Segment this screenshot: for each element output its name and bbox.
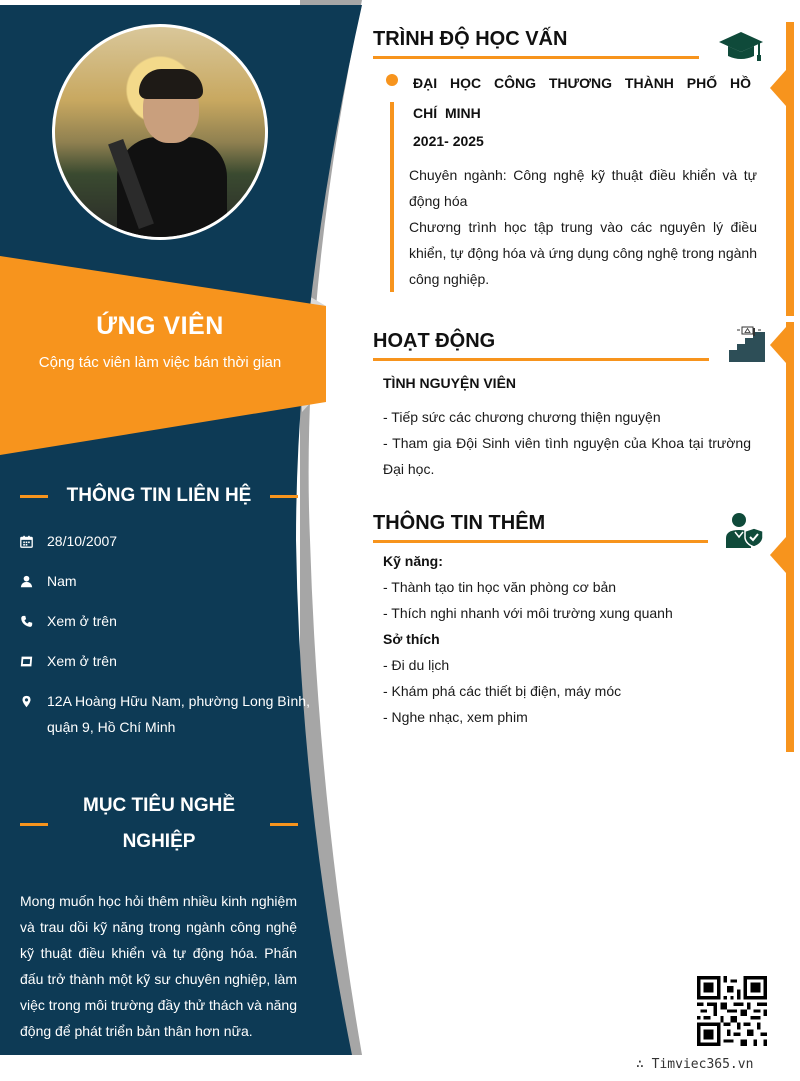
education-heading: TRÌNH ĐỘ HỌC VẤN [373, 26, 713, 59]
watermark: ∴ Timviec365.vn [636, 1057, 754, 1072]
activity-item: - Tiếp sức các chương chương thiện nguyện [383, 409, 661, 425]
hobby-item: - Đi du lịch [383, 657, 450, 673]
skill-item: - Thích nghi nhanh với môi trường xung quanh [383, 605, 673, 621]
contact-birthdate: 28/10/2007 [20, 528, 310, 554]
heading-underline [373, 358, 709, 361]
program-description: Chương trình học tập trung vào các nguyên lý điều khiển, tự động hóa và ứng dụng công nghệ trong ngành công nghiệp. [409, 219, 757, 287]
study-years: 2021- 2025 [413, 133, 484, 149]
heading-underline [373, 56, 699, 59]
location-icon [20, 688, 47, 714]
user-icon [20, 568, 47, 594]
education-description [409, 162, 757, 292]
heading-dash [20, 495, 48, 498]
contact-gender: Nam [20, 568, 310, 594]
contact-list [20, 528, 310, 754]
career-objective-text: Mong muốn học hỏi thêm nhiều kinh nghiệm và trau dồi kỹ năng trong ngành công nghệ kỹ thuật điều khiển và tự động hóa. Phấn đấu trở thành một kỹ sư chuyên nghiệp, làm việc trong môi trường đầy thử thách và năng động để phát triển bản thân hơn nữa. [20, 893, 297, 1039]
graduation-cap-icon [719, 30, 763, 64]
phone-icon [20, 608, 47, 634]
skills-label: Kỹ năng: [383, 553, 443, 569]
heading-dash [270, 823, 298, 826]
candidate-title: ỨNG VIÊN [96, 312, 224, 340]
hobby-item: - Nghe nhạc, xem phim [383, 709, 528, 725]
main-content [373, 0, 800, 1081]
timeline-dot [386, 74, 398, 86]
contact-email: Xem ở trên [20, 648, 310, 674]
heading-dash [20, 823, 48, 826]
contact-phone: Xem ở trên [20, 608, 310, 634]
stairs-flag-icon [727, 324, 767, 364]
extra-info-heading: THÔNG TIN THÊM [373, 510, 713, 543]
heading-dash [270, 495, 298, 498]
skill-item: - Thành tạo tin học văn phòng cơ bản [383, 579, 617, 595]
extra-info [383, 548, 751, 730]
sidebar [0, 0, 330, 1081]
activity-item: - Tham gia Đội Sinh viên tình nguyện của Khoa tại trường Đại học. [383, 435, 751, 477]
activity-list [383, 404, 751, 482]
user-shield-icon [725, 512, 765, 548]
objective-heading: MỤC TIÊU NGHỀ NGHIỆP [20, 788, 298, 860]
email-icon [20, 648, 47, 674]
calendar-icon [20, 528, 47, 554]
activities-heading: HOẠT ĐỘNG [373, 328, 713, 361]
major: Chuyên ngành: Công nghệ kỹ thuật điều khiển và tự động hóa [409, 167, 757, 209]
activity-role: TÌNH NGUYỆN VIÊN [383, 375, 517, 391]
contact-heading: THÔNG TIN LIÊN HỆ [20, 478, 298, 514]
school-name: ĐẠI HỌC CÔNG THƯƠNG THÀNH PHỐ HỒ CHÍ MINH [413, 75, 751, 121]
avatar [52, 24, 268, 240]
timeline-line [390, 102, 394, 292]
contact-address: 12A Hoàng Hữu Nam, phường Long Bình, quận 9, Hồ Chí Minh [20, 688, 310, 740]
hobbies-label: Sở thích [383, 631, 440, 647]
candidate-subtitle: Cộng tác viên làm việc bán thời gian [38, 354, 282, 371]
hobby-item: - Khám phá các thiết bị điện, máy móc [383, 683, 622, 699]
heading-underline [373, 540, 708, 543]
